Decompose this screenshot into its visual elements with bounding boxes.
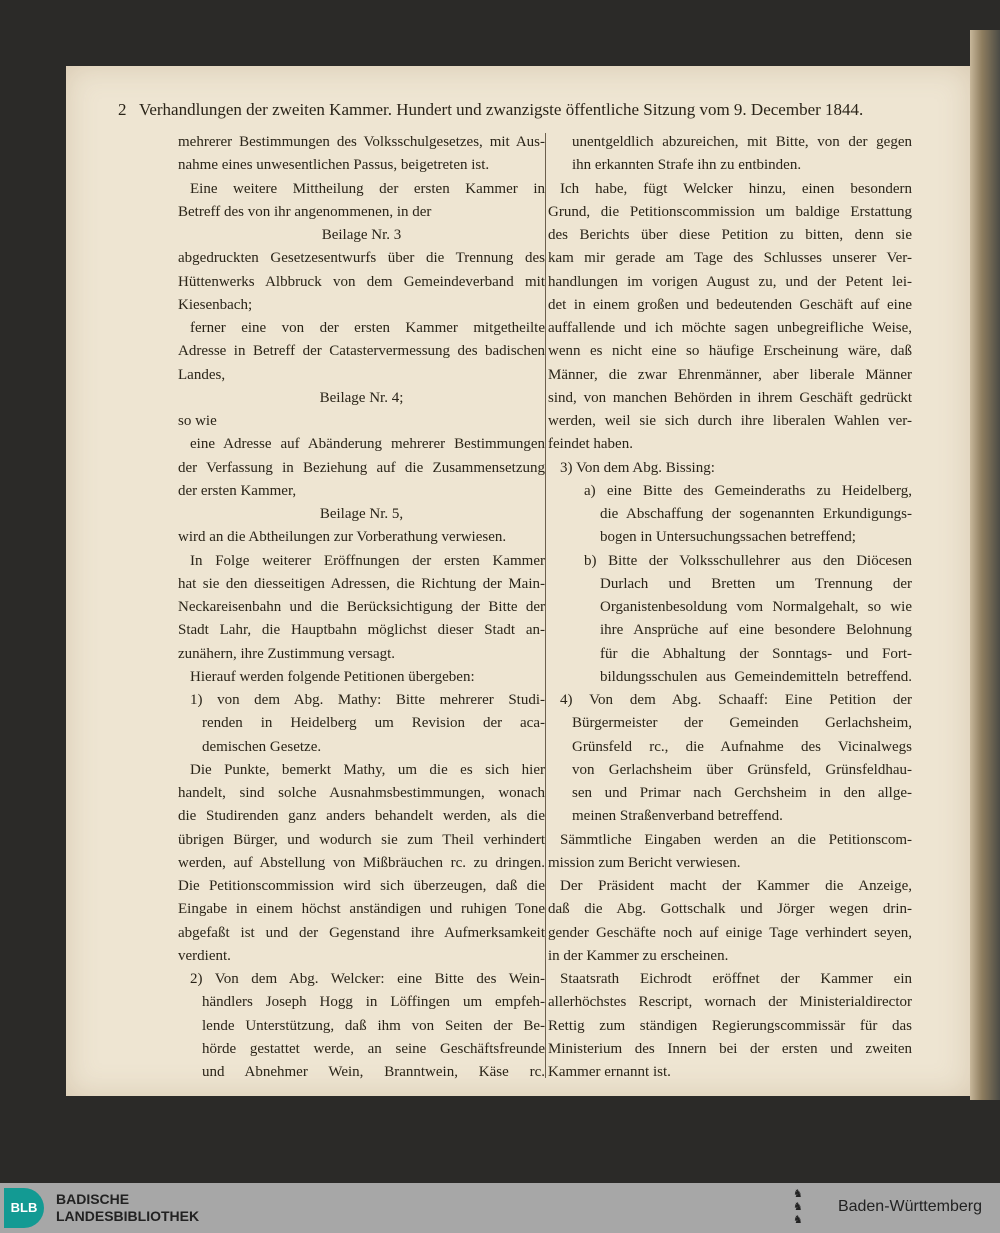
text-line: daß die Abg. Gottschalk und Jörger wegen drin- — [548, 901, 912, 918]
text-line: eine Adresse auf Abänderung mehrerer Bestimmungen — [190, 436, 545, 453]
library-name[interactable] — [56, 1191, 199, 1225]
text-line: Stadt Lahr, die Hauptbahn möglichst dieser Stadt an- — [178, 622, 545, 639]
page-number: 2 — [118, 100, 127, 119]
text-line: 3) Von dem Abg. Bissing: — [560, 459, 715, 476]
text-line: für die Abhaltung der Sonntags- und Fort- — [600, 645, 912, 662]
text-line: demischen Gesetze. — [202, 738, 322, 755]
text-line: so wie — [178, 413, 217, 429]
running-header — [118, 100, 894, 120]
text-line: Kiesenbach; — [178, 296, 253, 313]
text-line: Grünsfeld rc., die Aufnahme des Vicinalwegs — [572, 738, 912, 755]
text-line: händlers Joseph Hogg in Löffingen um empfeh- — [202, 994, 545, 1011]
text-line: Kammer ernannt ist. — [548, 1064, 671, 1080]
text-line: Staatsrath Eichrodt eröffnet der Kammer ein — [560, 971, 912, 987]
text-line: Neckareisenbahn und die Berücksichtigung der Bitte der — [178, 599, 545, 615]
text-line: hörde gestattet werde, an seine Geschäftsfreunde — [202, 1040, 545, 1057]
text-line: Durlach und Bretten um Trennung der — [600, 575, 912, 592]
text-line: werden, auf Abstellung von Mißbräuchen rc. zu dringen. — [178, 854, 545, 871]
text-line: sind, von manchen Behörden in ihrem Geschäft gedrückt — [548, 389, 912, 406]
text-line: in der Kammer zu erscheinen. — [548, 947, 729, 964]
text-line: Die Punkte, bemerkt Mathy, um die es sich hier — [190, 761, 545, 778]
text-line: Der Präsident macht der Kammer die Anzeige, — [560, 878, 912, 894]
right-column — [548, 131, 912, 1084]
text-line: feindet haben. — [548, 436, 633, 453]
blb-logo[interactable]: BLB — [4, 1188, 44, 1228]
text-line: Organistenbesoldung vom Normalgehalt, so wie — [600, 599, 912, 615]
text-line: die Studirenden ganz anders behandelt werden, als die — [178, 808, 545, 825]
text-line: bildungsschulen aus Gemeindemitteln betreffend. — [600, 668, 912, 685]
text-line: Grund, die Petitionscommission um baldige Erstattung — [548, 203, 912, 220]
text-line: Ich habe, fügt Welcker hinzu, einen besondern — [560, 180, 912, 197]
text-line: Betreff des von ihr angenommenen, in der — [178, 203, 432, 220]
text-line: wenn es nicht eine so häufige Erscheinung wäre, daß — [548, 343, 912, 360]
text-line: Sämmtliche Eingaben werden an die Petitionscom- — [560, 831, 912, 848]
text-line: abgedruckten Gesetzesentwurfs über die Trennung des — [178, 250, 545, 267]
lions-coat-of-arms-icon: ♞ ♞ ♞ — [793, 1188, 803, 1226]
text-line: Eine weitere Mittheilung der ersten Kammer in — [190, 180, 545, 197]
library-name-line1: BADISCHE — [56, 1191, 130, 1207]
text-line: handlungen im vorigen August zu, und der Petent lei- — [548, 273, 912, 290]
text-line: Rettig zum ständigen Regierungscommissär für das — [548, 1017, 912, 1034]
text-line: auffallende und ich möchte sagen unbegreifliche Weise, — [548, 320, 912, 336]
text-line: ihre Ansprüche auf eine besondere Belohnung — [600, 622, 912, 639]
text-line: kam mir gerade am Tage des Schlusses unserer Ver- — [548, 250, 912, 267]
text-line: Hierauf werden folgende Petitionen übergeben: — [190, 668, 475, 685]
library-name-line2: LANDESBIBLIOTHEK — [56, 1208, 200, 1224]
text-line: b) Bitte der Volksschullehrer aus den Diöcesen — [584, 552, 912, 569]
text-line: a) eine Bitte des Gemeinderaths zu Heidelberg, — [584, 482, 912, 499]
header-title: Verhandlungen der zweiten Kammer. Hundert und zwanzigste öffentliche Sitzung vom 9. December 1844. — [138, 100, 864, 119]
text-line: und Abnehmer Wein, Branntwein, Käse rc. — [202, 1064, 545, 1080]
text-line: Beilage Nr. 5, — [319, 506, 404, 522]
column-divider — [545, 133, 546, 1078]
text-line: Beilage Nr. 4; — [319, 389, 404, 406]
text-line: des Berichts über diese Petition zu bitten, denn sie — [548, 227, 912, 243]
text-line: werden, weil sie sich durch ihre liberalen Wahlen ver- — [548, 413, 912, 429]
left-column — [178, 131, 545, 1084]
text-line: nahme eines unwesentlichen Passus, beigetreten ist. — [178, 157, 490, 174]
text-line: Beilage Nr. 3 — [321, 227, 402, 243]
text-line: wird an die Abtheilungen zur Vorberathung verwiesen. — [178, 529, 507, 546]
text-line: handelt, sind solche Ausnahmsbestimmungen, wonach — [178, 785, 545, 801]
text-line: Ministerium des Innern bei der ersten und zweiten — [548, 1040, 912, 1057]
text-line: unentgeldlich abzureichen, mit Bitte, von der gegen — [572, 134, 912, 150]
text-line: bogen in Untersuchungssachen betreffend; — [600, 529, 856, 546]
text-line: der Verfassung in Beziehung auf die Zusammensetzung — [178, 459, 545, 476]
text-line: 2) Von dem Abg. Welcker: eine Bitte des Wein- — [190, 971, 545, 987]
text-line: die Abschaffung der sogenannten Erkundigungs- — [600, 506, 912, 522]
text-line: der ersten Kammer, — [178, 482, 297, 499]
text-line: mehrerer Bestimmungen des Volksschulgesetzes, mit Aus- — [178, 134, 545, 150]
text-line: übrigen Bürger, und wodurch sie zum Theil verhindert — [178, 831, 545, 848]
text-line: ferner eine von der ersten Kammer mitgetheilte — [190, 320, 545, 336]
text-line: Eingabe in einem höchst anständigen und ruhigen Tone — [178, 901, 545, 918]
text-line: hat sie den diesseitigen Adressen, die Richtung der Main- — [178, 575, 545, 592]
text-line: Adresse in Betreff der Catastervermessung des badischen — [178, 343, 545, 360]
text-line: Die Petitionscommission wird sich überzeugen, daß die — [178, 878, 545, 894]
state-name[interactable]: Baden-Württemberg — [837, 1198, 982, 1215]
text-line: mission zum Bericht verwiesen. — [548, 854, 741, 871]
text-line: zunähern, ihre Zustimmung versagt. — [178, 645, 396, 662]
text-line: meinen Straßenverband betreffend. — [572, 808, 783, 825]
text-line: von Gerlachsheim über Grünsfeld, Grünsfeldhau- — [572, 761, 912, 778]
text-line: Landes, — [178, 366, 226, 383]
text-line: ihn erkannten Strafe ihn zu entbinden. — [572, 157, 802, 174]
text-line: Hüttenwerks Albbruck von dem Gemeindeverband mit — [178, 273, 545, 290]
book-edge — [970, 30, 1000, 1100]
text-line: verdient. — [178, 947, 231, 964]
text-line: 4) Von dem Abg. Schaaff: Eine Petition der — [560, 692, 912, 708]
text-line: lende Unterstützung, daß ihm von Seiten der Be- — [202, 1017, 545, 1034]
text-line: 1) von dem Abg. Mathy: Bitte mehrerer Studi- — [190, 692, 545, 708]
footer-bar — [0, 1183, 1000, 1233]
text-line: gender Geschäfte noch auf einige Tage verhindert seyen, — [548, 924, 912, 941]
text-line: det in einem großen und bedeutenden Geschäft auf eine — [548, 296, 912, 313]
text-line: Männer, die zwar Ehrenmänner, aber liberale Männer — [548, 366, 912, 383]
text-line: renden in Heidelberg um Revision der aca- — [202, 715, 545, 732]
text-line: allerhöchstes Rescript, wornach der Ministerialdirector — [548, 994, 912, 1011]
text-line: abgefaßt ist und der Gegenstand ihre Aufmerksamkeit — [178, 924, 545, 941]
text-line: sen und Primar nach Gerchsheim in den allge- — [572, 785, 912, 801]
text-line: In Folge weiterer Eröffnungen der ersten Kammer — [190, 552, 545, 569]
text-line: Bürgermeister der Gemeinden Gerlachsheim, — [572, 715, 912, 732]
